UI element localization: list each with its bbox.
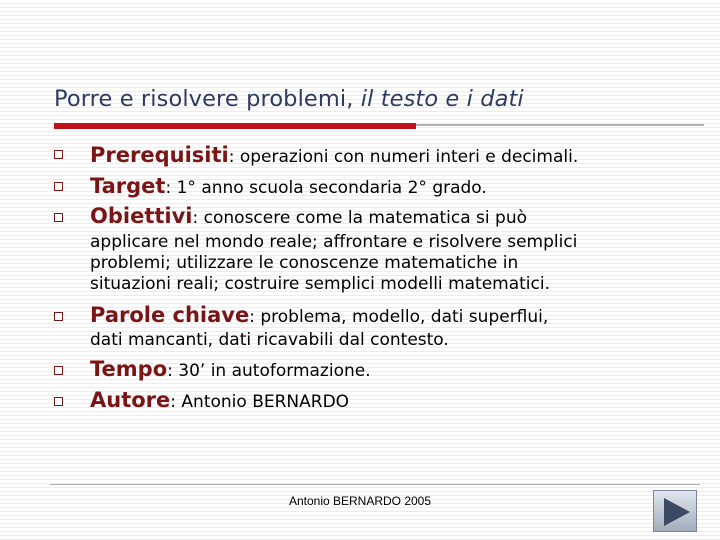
hollow-square-bullet-icon <box>54 150 63 159</box>
footer-caption: Antonio BERNARDO 2005 <box>288 494 432 508</box>
title-accent-bar <box>54 123 416 129</box>
item-continuation-line: dati mancanti, dati ricavabili dal contesto. <box>90 330 449 350</box>
item-text: conoscere come la matematica si può <box>203 208 528 228</box>
bullet-item-target <box>90 174 487 198</box>
bullet-item-prerequisiti <box>90 143 578 167</box>
hollow-square-bullet-icon <box>54 182 63 191</box>
item-continuation-line: problemi; utilizzare le conoscenze matematiche in <box>90 253 519 273</box>
item-text: 1° anno scuola secondaria 2° grado. <box>176 178 487 198</box>
item-text: problema, modello, dati superflui, <box>260 307 549 327</box>
bullet-item-obiettivi <box>90 204 527 228</box>
title-italic: il testo e i dati <box>360 86 524 112</box>
hollow-square-bullet-icon <box>54 312 63 321</box>
bullet-item-tempo <box>90 357 371 381</box>
bullet-item-parole-chiave <box>90 303 548 327</box>
hollow-square-bullet-icon <box>54 213 63 222</box>
item-separator: : <box>167 361 179 381</box>
item-text: operazioni con numeri interi e decimali. <box>239 147 579 167</box>
item-keyword: Parole chiave <box>90 303 250 327</box>
item-keyword: Prerequisiti <box>90 143 229 167</box>
item-text: Antonio BERNARDO <box>181 392 350 412</box>
play-arrow-icon <box>654 491 698 533</box>
footer-divider <box>50 484 700 485</box>
next-slide-button[interactable] <box>653 490 697 532</box>
hollow-square-bullet-icon <box>54 397 63 406</box>
item-separator: : <box>170 392 182 412</box>
hollow-square-bullet-icon <box>54 366 63 375</box>
title-main: Porre e risolvere problemi, <box>54 86 361 112</box>
item-separator: : <box>165 178 177 198</box>
item-keyword: Tempo <box>90 357 168 381</box>
item-separator: : <box>228 147 240 167</box>
bullet-item-autore <box>90 388 349 412</box>
item-keyword: Target <box>90 174 166 198</box>
item-separator: : <box>249 307 261 327</box>
item-keyword: Obiettivi <box>90 204 193 228</box>
item-continuation-line: situazioni reali; costruire semplici modelli matematici. <box>90 274 551 294</box>
item-continuation-line: applicare nel mondo reale; affrontare e risolvere semplici <box>90 232 578 252</box>
item-separator: : <box>192 208 204 228</box>
item-keyword: Autore <box>90 388 171 412</box>
slide-title <box>54 86 524 112</box>
item-text: 30’ in autoformazione. <box>178 361 371 381</box>
